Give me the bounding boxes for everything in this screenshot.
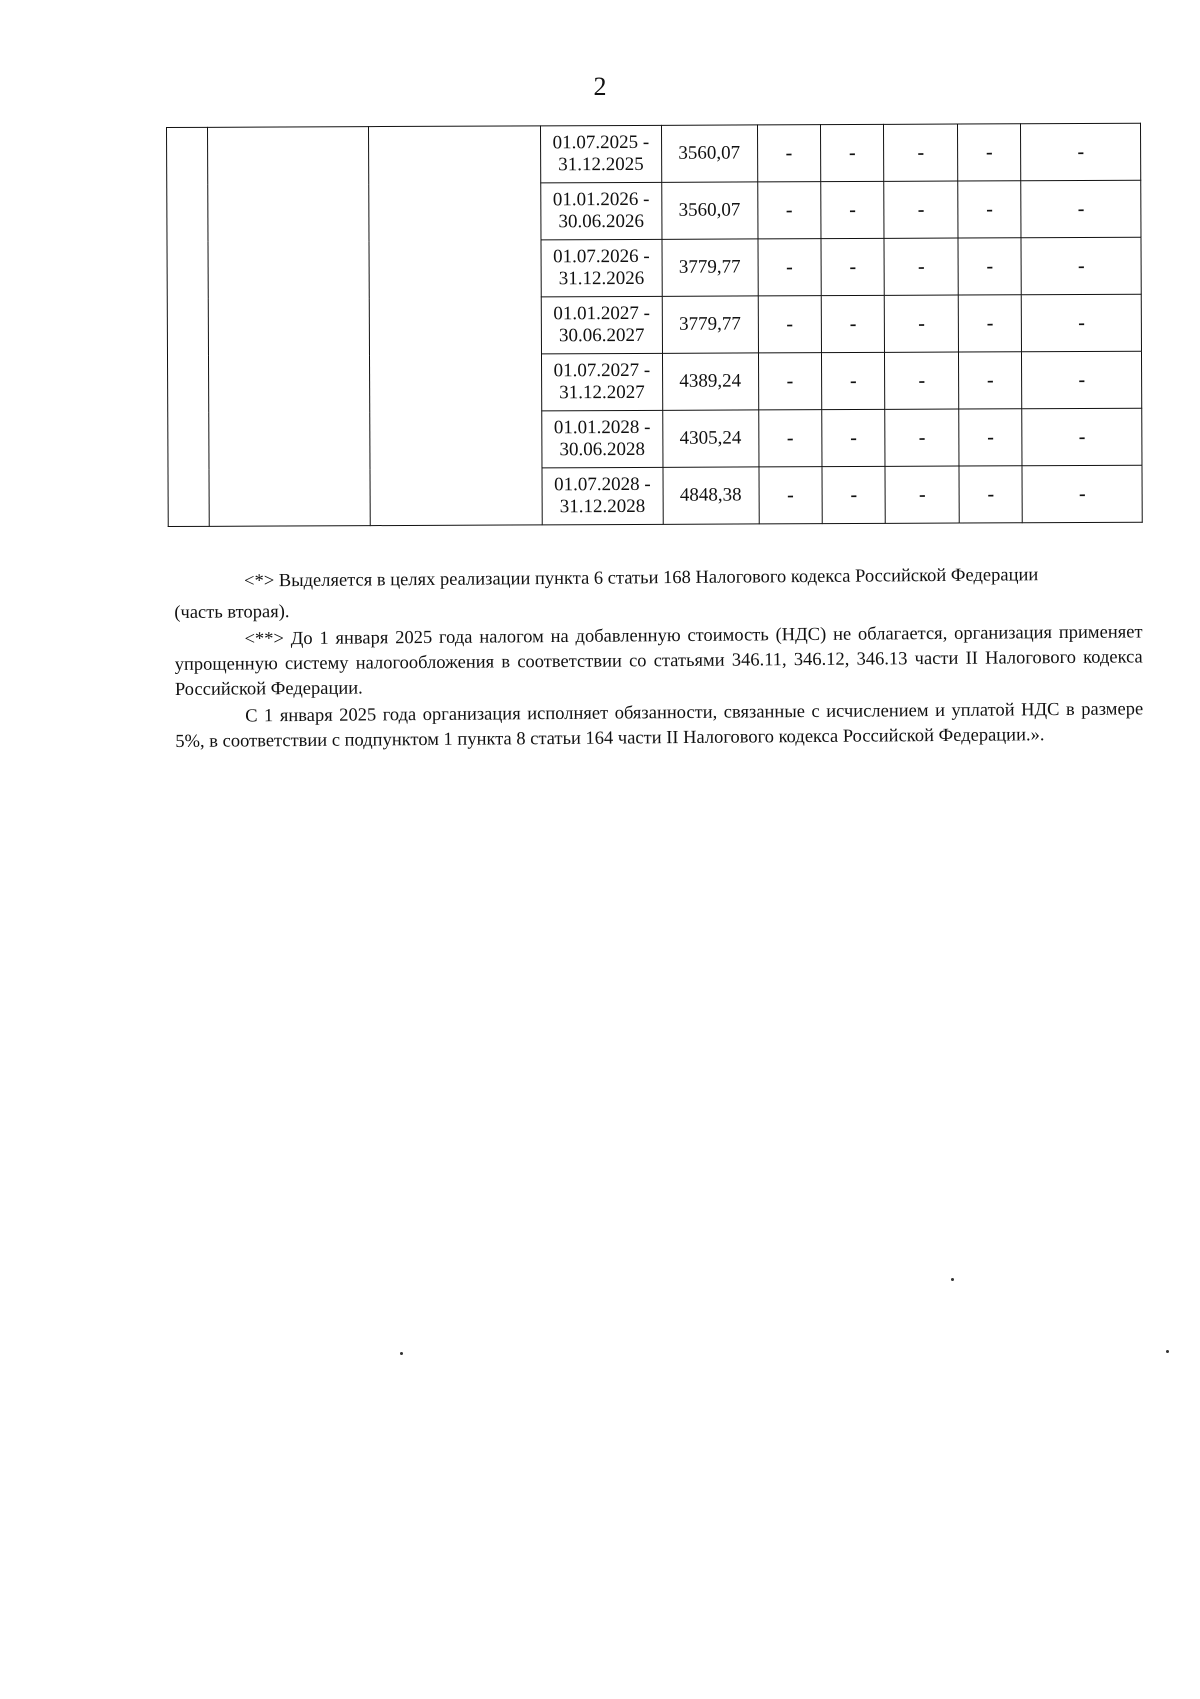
period-cell xyxy=(541,182,662,240)
period-end: 31.12.2027 xyxy=(559,381,645,404)
dash-cell: - xyxy=(821,124,885,181)
period-end: 31.12.2026 xyxy=(558,267,645,290)
footnote-single-asterisk-continuation: (часть вторая). xyxy=(174,602,290,623)
period-start: 01.07.2027 - xyxy=(553,359,651,382)
footnotes xyxy=(174,562,1143,757)
dash-cell: - xyxy=(759,467,823,524)
value-cell: 3779,77 xyxy=(662,296,758,353)
dash-cell: - xyxy=(822,409,886,466)
dash-cell: - xyxy=(885,352,959,409)
empty-column-3 xyxy=(369,126,542,526)
dash-cell: - xyxy=(884,238,958,295)
scan-speck xyxy=(400,1352,403,1355)
period-start: 01.01.2027 - xyxy=(553,302,650,325)
period-start: 01.07.2025 - xyxy=(552,131,650,154)
dash-cell: - xyxy=(1022,294,1142,352)
dash-cell: - xyxy=(821,181,885,238)
period-end: 30.06.2028 xyxy=(559,438,646,461)
scan-speck xyxy=(1166,1350,1169,1353)
dash-cell: - xyxy=(758,239,822,296)
table-body xyxy=(167,123,1143,526)
dash-cell: - xyxy=(758,296,822,353)
dash-cell: - xyxy=(959,409,1023,466)
page-number: 2 xyxy=(593,72,607,101)
tariff-table xyxy=(166,123,1143,527)
value-cell: 4305,24 xyxy=(662,410,758,467)
dash-cell: - xyxy=(821,238,885,295)
dash-cell: - xyxy=(958,295,1022,352)
dash-cell: - xyxy=(884,124,958,181)
dash-cell: - xyxy=(958,352,1022,409)
dash-cell: - xyxy=(1021,237,1141,295)
scan-speck xyxy=(951,1278,954,1281)
dash-cell: - xyxy=(959,466,1023,523)
dash-cell: - xyxy=(1021,123,1141,181)
footnote-vat-2025: С 1 января 2025 года организация исполняет обязанности, связанные с исчислением и уплатой НДС в размере 5%, в соответствии с подпунктом 1 пункта 8 статьи 164 части II Налогового кодекса Российской Федерации.». xyxy=(175,699,1144,752)
dash-cell: - xyxy=(758,353,822,410)
dash-cell: - xyxy=(822,352,886,409)
dash-cell: - xyxy=(822,466,886,523)
period-cell xyxy=(542,410,663,468)
footnote-single-asterisk: <*> Выделяется в целях реализации пункта 6 статьи 168 Налогового кодекса Российской Федерации xyxy=(244,565,1039,592)
value-cell: 4848,38 xyxy=(663,467,759,524)
value-cell: 4389,24 xyxy=(662,353,758,410)
empty-column-1 xyxy=(167,127,210,526)
period-cell xyxy=(541,239,662,297)
period-cell xyxy=(542,353,663,411)
dash-cell: - xyxy=(1021,180,1141,238)
dash-cell: - xyxy=(1022,465,1142,523)
period-end: 30.06.2027 xyxy=(558,324,645,347)
dash-cell: - xyxy=(957,124,1021,181)
period-cell xyxy=(542,467,663,525)
value-cell: 3560,07 xyxy=(661,125,757,182)
dash-cell: - xyxy=(885,409,959,466)
period-start: 01.07.2028 - xyxy=(554,473,651,496)
value-cell: 3779,77 xyxy=(662,239,758,296)
period-start: 01.01.2026 - xyxy=(552,188,650,211)
period-cell xyxy=(541,296,662,354)
dash-cell: - xyxy=(885,466,959,523)
dash-cell: - xyxy=(958,238,1022,295)
dash-cell: - xyxy=(757,182,821,239)
period-end: 31.12.2028 xyxy=(559,495,646,518)
dash-cell: - xyxy=(885,295,959,352)
dash-cell: - xyxy=(958,181,1022,238)
period-start: 01.01.2028 - xyxy=(553,416,651,439)
dash-cell: - xyxy=(1022,351,1142,409)
dash-cell: - xyxy=(758,410,822,467)
period-end: 30.06.2026 xyxy=(558,210,645,233)
dash-cell: - xyxy=(1022,408,1142,466)
period-end: 31.12.2025 xyxy=(558,153,644,176)
dash-cell: - xyxy=(757,125,821,182)
period-cell xyxy=(541,125,662,183)
period-start: 01.07.2026 - xyxy=(553,245,650,268)
dash-cell: - xyxy=(884,181,958,238)
table-row xyxy=(167,123,1141,184)
empty-column-2 xyxy=(207,127,370,527)
footnote-double-asterisk: <**> До 1 января 2025 года налогом на добавленную стоимость (НДС) не облагается, организация применяет упрощенную систему налогообложения в соответствии со статьями 346.11, 346.12, 346.13 части II Налогового кодекса Российской Федерации. xyxy=(174,622,1143,700)
dash-cell: - xyxy=(821,295,885,352)
value-cell: 3560,07 xyxy=(661,182,757,239)
